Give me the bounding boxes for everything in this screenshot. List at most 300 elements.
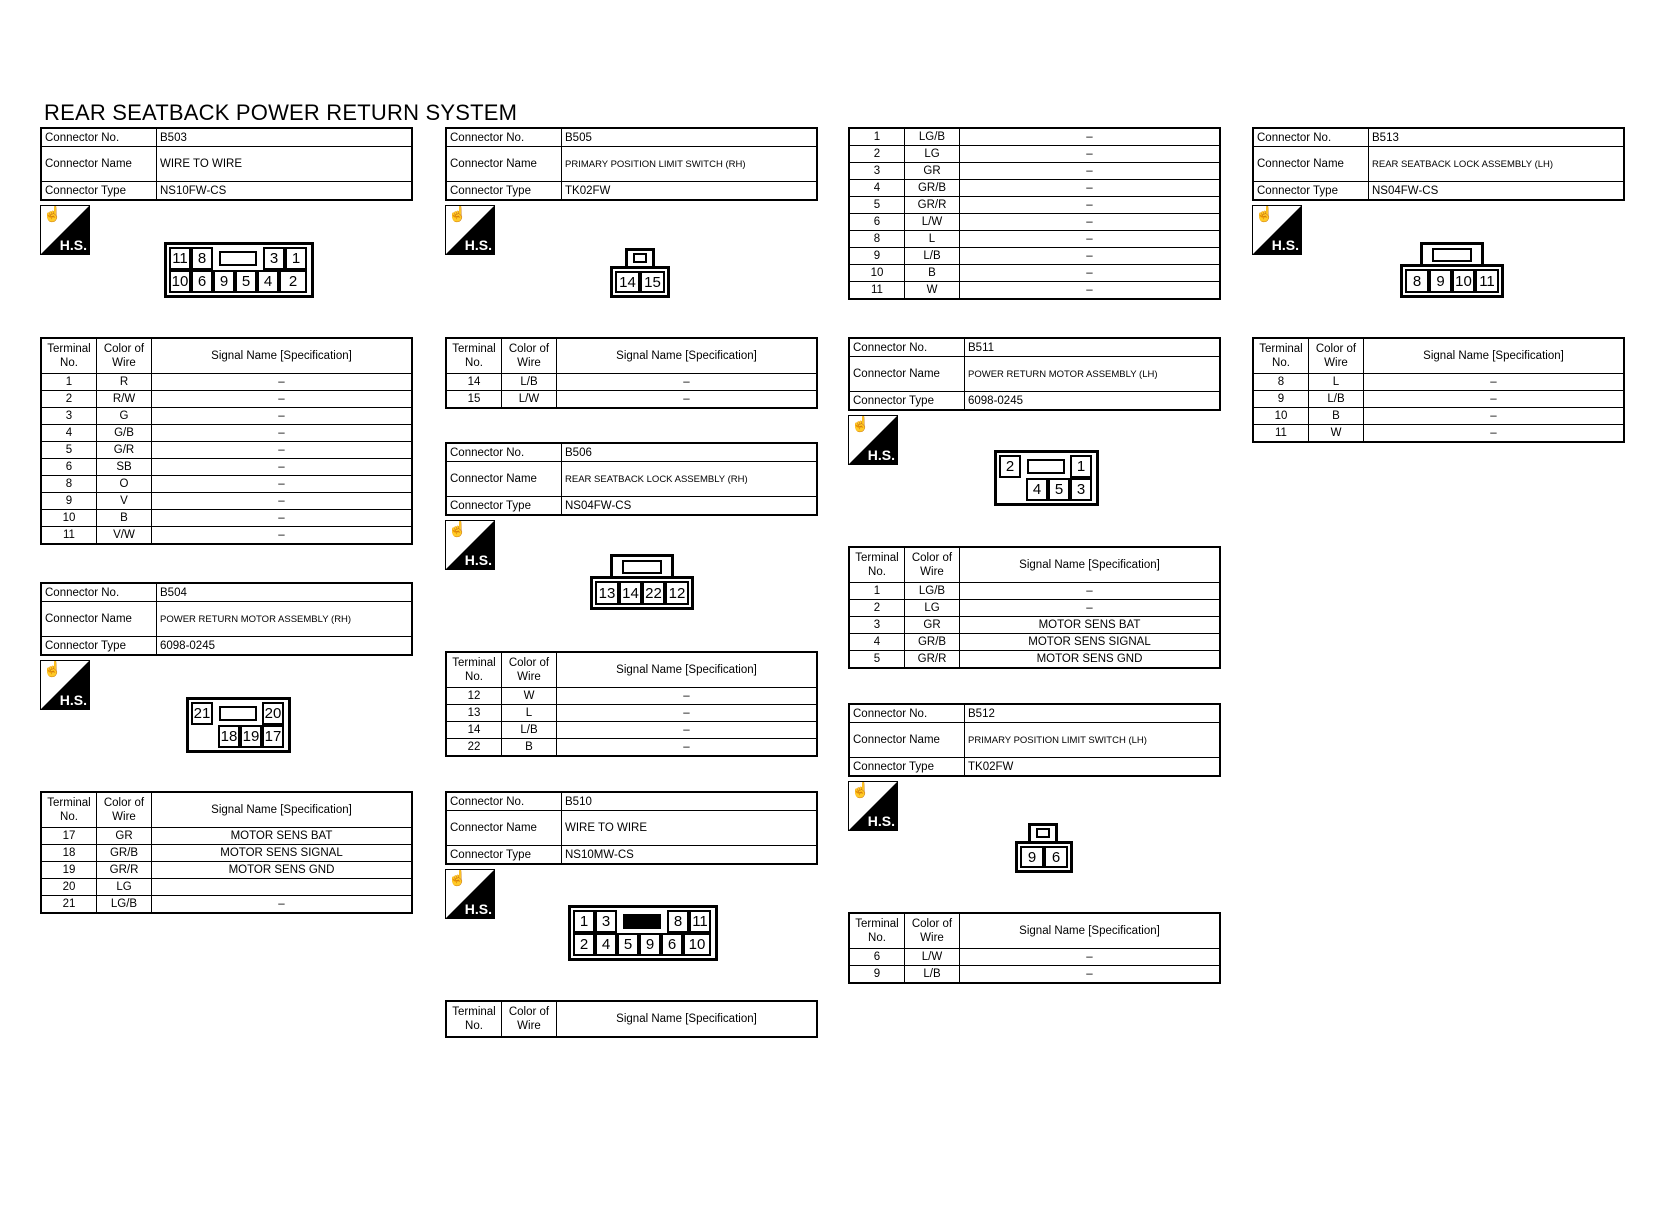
hs-label: H.S. [464, 552, 492, 568]
signal-name-header: Signal Name [Specification] [960, 913, 1221, 949]
terminal-no-cell: 6 [41, 459, 97, 476]
signal-name-cell: – [152, 391, 413, 408]
connector-name-value: REAR SEATBACK LOCK ASSEMBLY (RH) [562, 462, 818, 497]
table-row [41, 391, 412, 408]
wire-color-cell: L/W [905, 949, 960, 966]
wire-color-cell: G/R [97, 442, 152, 459]
table-row [1253, 408, 1624, 425]
wire-color-cell: G/B [97, 425, 152, 442]
wire-color-cell: B [97, 510, 152, 527]
connector-header-b513 [1252, 127, 1625, 201]
signal-name-cell: – [152, 493, 413, 510]
pin: 4 [595, 933, 617, 956]
terminal-no-cell: 1 [849, 128, 905, 146]
connector-type-label: Connector Type [446, 182, 562, 201]
table-row [849, 163, 1220, 180]
terminal-no-cell: 9 [849, 248, 905, 265]
signal-name-cell: MOTOR SENS GND [152, 862, 413, 879]
signal-name-cell: – [960, 248, 1221, 265]
wire-color-cell: L/B [905, 248, 960, 265]
table-row [446, 722, 817, 739]
pin: 2 [279, 270, 307, 293]
hs-label: H.S. [59, 237, 87, 253]
terminal-no-header: Terminal No. [849, 547, 905, 583]
signal-table-b503 [40, 337, 413, 545]
connector-type-label: Connector Type [849, 758, 965, 777]
connector-name-value: REAR SEATBACK LOCK ASSEMBLY (LH) [1369, 147, 1625, 182]
terminal-no-cell: 20 [41, 879, 97, 896]
connector-no-value: B510 [562, 792, 818, 811]
table-row [1253, 391, 1624, 408]
table-row [849, 617, 1220, 634]
pin: 3 [1070, 478, 1092, 501]
page-title: REAR SEATBACK POWER RETURN SYSTEM [44, 100, 518, 125]
pin: 10 [1452, 269, 1475, 293]
connector-no-value: B505 [562, 128, 818, 147]
wire-color-cell: L [1309, 374, 1364, 391]
terminal-no-cell: 11 [41, 527, 97, 545]
signal-name-cell: – [152, 425, 413, 442]
pin: 3 [595, 910, 617, 933]
key-slot [219, 251, 257, 266]
signal-name-cell: – [960, 600, 1221, 617]
pin: 8 [1405, 269, 1429, 293]
terminal-no-cell: 11 [849, 282, 905, 300]
connector-no-label: Connector No. [446, 128, 562, 147]
signal-name-cell: – [557, 705, 818, 722]
connector-type-label: Connector Type [41, 182, 157, 201]
pin: 2 [999, 455, 1021, 478]
pin: 4 [257, 270, 279, 293]
connector-name-value: POWER RETURN MOTOR ASSEMBLY (RH) [157, 602, 413, 637]
table-row [849, 949, 1220, 966]
pin: 14 [615, 271, 640, 293]
table-row [41, 374, 412, 391]
pin: 6 [191, 270, 213, 293]
connector-type-value: NS04FW-CS [1369, 182, 1625, 201]
wire-color-cell: LG [905, 600, 960, 617]
connector-no-label: Connector No. [849, 338, 965, 357]
signal-name-cell: – [557, 722, 818, 739]
connector-no-value: B506 [562, 443, 818, 462]
connector-type-value: TK02FW [562, 182, 818, 201]
connector-no-label: Connector No. [1253, 128, 1369, 147]
pin: 10 [683, 933, 711, 956]
connector-type-label: Connector Type [849, 392, 965, 411]
wire-color-cell: GR/B [905, 634, 960, 651]
terminal-no-cell: 11 [1253, 425, 1309, 443]
color-of-wire-header: Color of Wire [97, 338, 152, 374]
connector-name-value: WIRE TO WIRE [157, 147, 413, 182]
connector-header-b503 [40, 127, 413, 201]
connector-no-label: Connector No. [849, 704, 965, 723]
terminal-no-cell: 21 [41, 896, 97, 914]
connector-no-value: B504 [157, 583, 413, 602]
terminal-no-cell: 3 [41, 408, 97, 425]
wire-color-cell: LG [97, 879, 152, 896]
table-row [1253, 425, 1624, 443]
table-row [849, 231, 1220, 248]
pin: 11 [1475, 269, 1499, 293]
signal-name-cell: – [152, 408, 413, 425]
terminal-no-cell: 2 [849, 146, 905, 163]
signal-name-cell: – [557, 391, 818, 409]
connector-header-b510 [445, 791, 818, 865]
harness-side-icon [1252, 205, 1302, 255]
terminal-no-cell: 10 [849, 265, 905, 282]
connector-header-b505 [445, 127, 818, 201]
key-slot [1036, 828, 1050, 838]
wire-color-cell: LG/B [905, 128, 960, 146]
terminal-no-cell: 2 [849, 600, 905, 617]
color-of-wire-header: Color of Wire [502, 1001, 557, 1037]
key-slot [1432, 248, 1472, 262]
key-slot [1027, 459, 1065, 474]
terminal-no-cell: 5 [849, 651, 905, 669]
wire-color-cell: R [97, 374, 152, 391]
wire-color-cell: B [905, 265, 960, 282]
signal-name-cell: – [152, 476, 413, 493]
pin: 1 [285, 247, 307, 270]
wire-color-cell: L/B [1309, 391, 1364, 408]
table-row [849, 634, 1220, 651]
color-of-wire-header: Color of Wire [1309, 338, 1364, 374]
terminal-no-cell: 22 [446, 739, 502, 757]
terminal-no-cell: 6 [849, 949, 905, 966]
signal-table-b511 [848, 546, 1221, 669]
terminal-no-cell: 15 [446, 391, 502, 409]
wire-color-cell: O [97, 476, 152, 493]
signal-name-cell: – [1364, 374, 1625, 391]
pin: 1 [573, 910, 595, 933]
wire-color-cell: W [502, 688, 557, 705]
signal-name-cell: – [152, 510, 413, 527]
signal-name-cell [152, 879, 413, 896]
wire-color-cell: GR [905, 617, 960, 634]
key-slot [219, 706, 257, 721]
pin: 14 [619, 581, 642, 605]
pin: 20 [262, 702, 284, 725]
pin: 19 [240, 725, 262, 748]
signal-table-b510-rows [848, 127, 1221, 300]
table-row [41, 493, 412, 510]
connector-name-label: Connector Name [41, 602, 157, 637]
signal-name-cell: – [1364, 391, 1625, 408]
connector-header-b504 [40, 582, 413, 656]
table-row [41, 896, 412, 914]
terminal-no-cell: 8 [1253, 374, 1309, 391]
connector-header-b511 [848, 337, 1221, 411]
terminal-no-cell: 19 [41, 862, 97, 879]
table-row [446, 705, 817, 722]
terminal-no-cell: 4 [41, 425, 97, 442]
connector-type-label: Connector Type [41, 637, 157, 656]
table-row [41, 476, 412, 493]
signal-name-cell: MOTOR SENS SIGNAL [152, 845, 413, 862]
wire-color-cell: L [502, 705, 557, 722]
pin: 2 [573, 933, 595, 956]
terminal-no-cell: 17 [41, 828, 97, 845]
table-row [849, 128, 1220, 146]
harness-side-icon [40, 205, 90, 255]
terminal-no-header: Terminal No. [41, 792, 97, 828]
terminal-no-cell: 10 [1253, 408, 1309, 425]
wire-color-cell: SB [97, 459, 152, 476]
hs-label: H.S. [867, 447, 895, 463]
terminal-no-cell: 14 [446, 374, 502, 391]
color-of-wire-header: Color of Wire [905, 547, 960, 583]
signal-name-cell: MOTOR SENS BAT [152, 828, 413, 845]
signal-name-cell: – [557, 688, 818, 705]
wire-color-cell: L/B [502, 722, 557, 739]
terminal-no-cell: 4 [849, 634, 905, 651]
terminal-no-cell: 2 [41, 391, 97, 408]
wire-color-cell: W [905, 282, 960, 300]
wire-color-cell: GR/B [97, 845, 152, 862]
signal-name-cell: – [960, 197, 1221, 214]
color-of-wire-header: Color of Wire [502, 338, 557, 374]
connector-no-label: Connector No. [446, 792, 562, 811]
pin: 11 [169, 247, 191, 270]
wire-color-cell: GR/R [905, 197, 960, 214]
color-of-wire-header: Color of Wire [97, 792, 152, 828]
connector-no-label: Connector No. [41, 128, 157, 147]
signal-name-cell: – [960, 265, 1221, 282]
terminal-no-cell: 9 [849, 966, 905, 984]
connector-name-label: Connector Name [446, 811, 562, 846]
table-row [41, 527, 412, 545]
wire-color-cell: LG/B [905, 583, 960, 600]
connector-name-label: Connector Name [446, 147, 562, 182]
pin: 9 [1020, 846, 1044, 868]
signal-name-cell: – [960, 583, 1221, 600]
connector-type-value: NS10MW-CS [562, 846, 818, 865]
table-row [41, 845, 412, 862]
signal-name-cell: – [152, 527, 413, 545]
table-row [849, 966, 1220, 984]
terminal-no-header: Terminal No. [41, 338, 97, 374]
terminal-no-header: Terminal No. [849, 913, 905, 949]
connector-no-label: Connector No. [446, 443, 562, 462]
signal-name-header: Signal Name [Specification] [960, 547, 1221, 583]
hs-label: H.S. [1271, 237, 1299, 253]
pin: 1 [1070, 455, 1092, 478]
key-slot [622, 560, 662, 574]
hand-icon: ☝ [1255, 206, 1274, 223]
pin: 22 [642, 581, 665, 605]
connector-type-value: NS04FW-CS [562, 497, 818, 516]
wire-color-cell: L/B [905, 966, 960, 984]
connector-no-value: B512 [965, 704, 1221, 723]
pin: 11 [689, 910, 711, 933]
signal-name-header: Signal Name [Specification] [1364, 338, 1625, 374]
wire-color-cell: L/B [502, 374, 557, 391]
wire-color-cell: V [97, 493, 152, 510]
connector-no-value: B503 [157, 128, 413, 147]
table-row [446, 391, 817, 409]
signal-table-b510-header [445, 1000, 818, 1038]
pin: 9 [639, 933, 661, 956]
table-row [849, 265, 1220, 282]
signal-name-header: Signal Name [Specification] [557, 652, 818, 688]
harness-side-icon [848, 415, 898, 465]
connector-name-label: Connector Name [1253, 147, 1369, 182]
signal-name-cell: – [960, 180, 1221, 197]
signal-name-cell: – [960, 231, 1221, 248]
connector-name-value: PRIMARY POSITION LIMIT SWITCH (LH) [965, 723, 1221, 758]
terminal-no-cell: 5 [849, 197, 905, 214]
hand-icon: ☝ [448, 870, 467, 887]
signal-table-b505 [445, 337, 818, 409]
wire-color-cell: W [1309, 425, 1364, 443]
table-row [849, 197, 1220, 214]
signal-table-b504 [40, 791, 413, 914]
pin: 9 [213, 270, 235, 293]
wire-color-cell: LG/B [97, 896, 152, 914]
signal-name-header: Signal Name [Specification] [557, 338, 818, 374]
pin: 21 [191, 702, 213, 725]
key-slot [623, 914, 661, 929]
terminal-no-cell: 4 [849, 180, 905, 197]
table-row [41, 459, 412, 476]
terminal-no-cell: 9 [41, 493, 97, 510]
harness-side-icon [445, 869, 495, 919]
connector-no-value: B513 [1369, 128, 1625, 147]
wire-color-cell: L [905, 231, 960, 248]
terminal-no-header: Terminal No. [1253, 338, 1309, 374]
signal-name-cell: – [960, 146, 1221, 163]
wire-color-cell: V/W [97, 527, 152, 545]
terminal-no-cell: 18 [41, 845, 97, 862]
connector-header-b506 [445, 442, 818, 516]
signal-table-b513 [1252, 337, 1625, 443]
table-row [849, 214, 1220, 231]
connector-type-value: 6098-0245 [157, 637, 413, 656]
table-row [41, 828, 412, 845]
connector-type-value: NS10FW-CS [157, 182, 413, 201]
wire-color-cell: B [502, 739, 557, 757]
signal-name-cell: – [960, 163, 1221, 180]
terminal-no-cell: 12 [446, 688, 502, 705]
hand-icon: ☝ [448, 206, 467, 223]
signal-name-cell: MOTOR SENS BAT [960, 617, 1221, 634]
hand-icon: ☝ [43, 206, 62, 223]
pin: 8 [191, 247, 213, 270]
pin: 17 [262, 725, 284, 748]
table-row [41, 408, 412, 425]
signal-name-cell: – [960, 128, 1221, 146]
terminal-no-cell: 13 [446, 705, 502, 722]
connector-type-label: Connector Type [446, 497, 562, 516]
terminal-no-cell: 1 [41, 374, 97, 391]
table-row [41, 862, 412, 879]
pin: 5 [1048, 478, 1070, 501]
connector-type-value: 6098-0245 [965, 392, 1221, 411]
harness-side-icon [848, 781, 898, 831]
terminal-no-cell: 9 [1253, 391, 1309, 408]
wire-color-cell: R/W [97, 391, 152, 408]
signal-name-cell: – [152, 896, 413, 914]
pin: 3 [263, 247, 285, 270]
signal-name-cell: – [960, 949, 1221, 966]
wire-color-cell: GR [97, 828, 152, 845]
color-of-wire-header: Color of Wire [502, 652, 557, 688]
pin: 6 [661, 933, 683, 956]
connector-type-label: Connector Type [1253, 182, 1369, 201]
signal-name-cell: – [557, 374, 818, 391]
pin: 8 [667, 910, 689, 933]
pin: 5 [235, 270, 257, 293]
table-row [849, 600, 1220, 617]
terminal-no-header: Terminal No. [446, 652, 502, 688]
connector-type-value: TK02FW [965, 758, 1221, 777]
signal-name-cell: – [960, 214, 1221, 231]
signal-name-header: Signal Name [Specification] [152, 792, 413, 828]
signal-name-cell: – [960, 282, 1221, 300]
wire-color-cell: GR/B [905, 180, 960, 197]
pin: 5 [617, 933, 639, 956]
signal-name-cell: – [152, 374, 413, 391]
connector-name-label: Connector Name [446, 462, 562, 497]
key-slot [633, 253, 647, 263]
signal-name-cell: – [152, 442, 413, 459]
color-of-wire-header: Color of Wire [905, 913, 960, 949]
pin: 12 [665, 581, 689, 605]
connector-header-b512 [848, 703, 1221, 777]
table-row [849, 248, 1220, 265]
wire-color-cell: B [1309, 408, 1364, 425]
hand-icon: ☝ [851, 416, 870, 433]
hs-label: H.S. [464, 237, 492, 253]
hs-label: H.S. [867, 813, 895, 829]
hand-icon: ☝ [43, 661, 62, 678]
pin: 10 [169, 270, 191, 293]
terminal-no-cell: 3 [849, 163, 905, 180]
pin: 6 [1044, 846, 1068, 868]
hand-icon: ☝ [448, 521, 467, 538]
harness-side-icon [40, 660, 90, 710]
table-row [1253, 374, 1624, 391]
wire-color-cell: GR [905, 163, 960, 180]
table-row [849, 146, 1220, 163]
hs-label: H.S. [59, 692, 87, 708]
table-row [41, 879, 412, 896]
connector-name-value: WIRE TO WIRE [562, 811, 818, 846]
table-row [446, 739, 817, 757]
table-row [446, 374, 817, 391]
harness-side-icon [445, 520, 495, 570]
terminal-no-cell: 10 [41, 510, 97, 527]
table-row [446, 688, 817, 705]
harness-side-icon [445, 205, 495, 255]
hs-label: H.S. [464, 901, 492, 917]
wire-color-cell: GR/R [905, 651, 960, 669]
signal-name-cell: – [152, 459, 413, 476]
signal-name-cell: – [1364, 408, 1625, 425]
signal-name-header: Signal Name [Specification] [557, 1001, 818, 1037]
connector-no-value: B511 [965, 338, 1221, 357]
connector-name-value: PRIMARY POSITION LIMIT SWITCH (RH) [562, 147, 818, 182]
connector-no-label: Connector No. [41, 583, 157, 602]
terminal-no-cell: 14 [446, 722, 502, 739]
table-row [849, 282, 1220, 300]
terminal-no-header: Terminal No. [446, 1001, 502, 1037]
wire-color-cell: LG [905, 146, 960, 163]
signal-name-header: Signal Name [Specification] [152, 338, 413, 374]
terminal-no-header: Terminal No. [446, 338, 502, 374]
pin: 18 [218, 725, 240, 748]
pin: 4 [1026, 478, 1048, 501]
